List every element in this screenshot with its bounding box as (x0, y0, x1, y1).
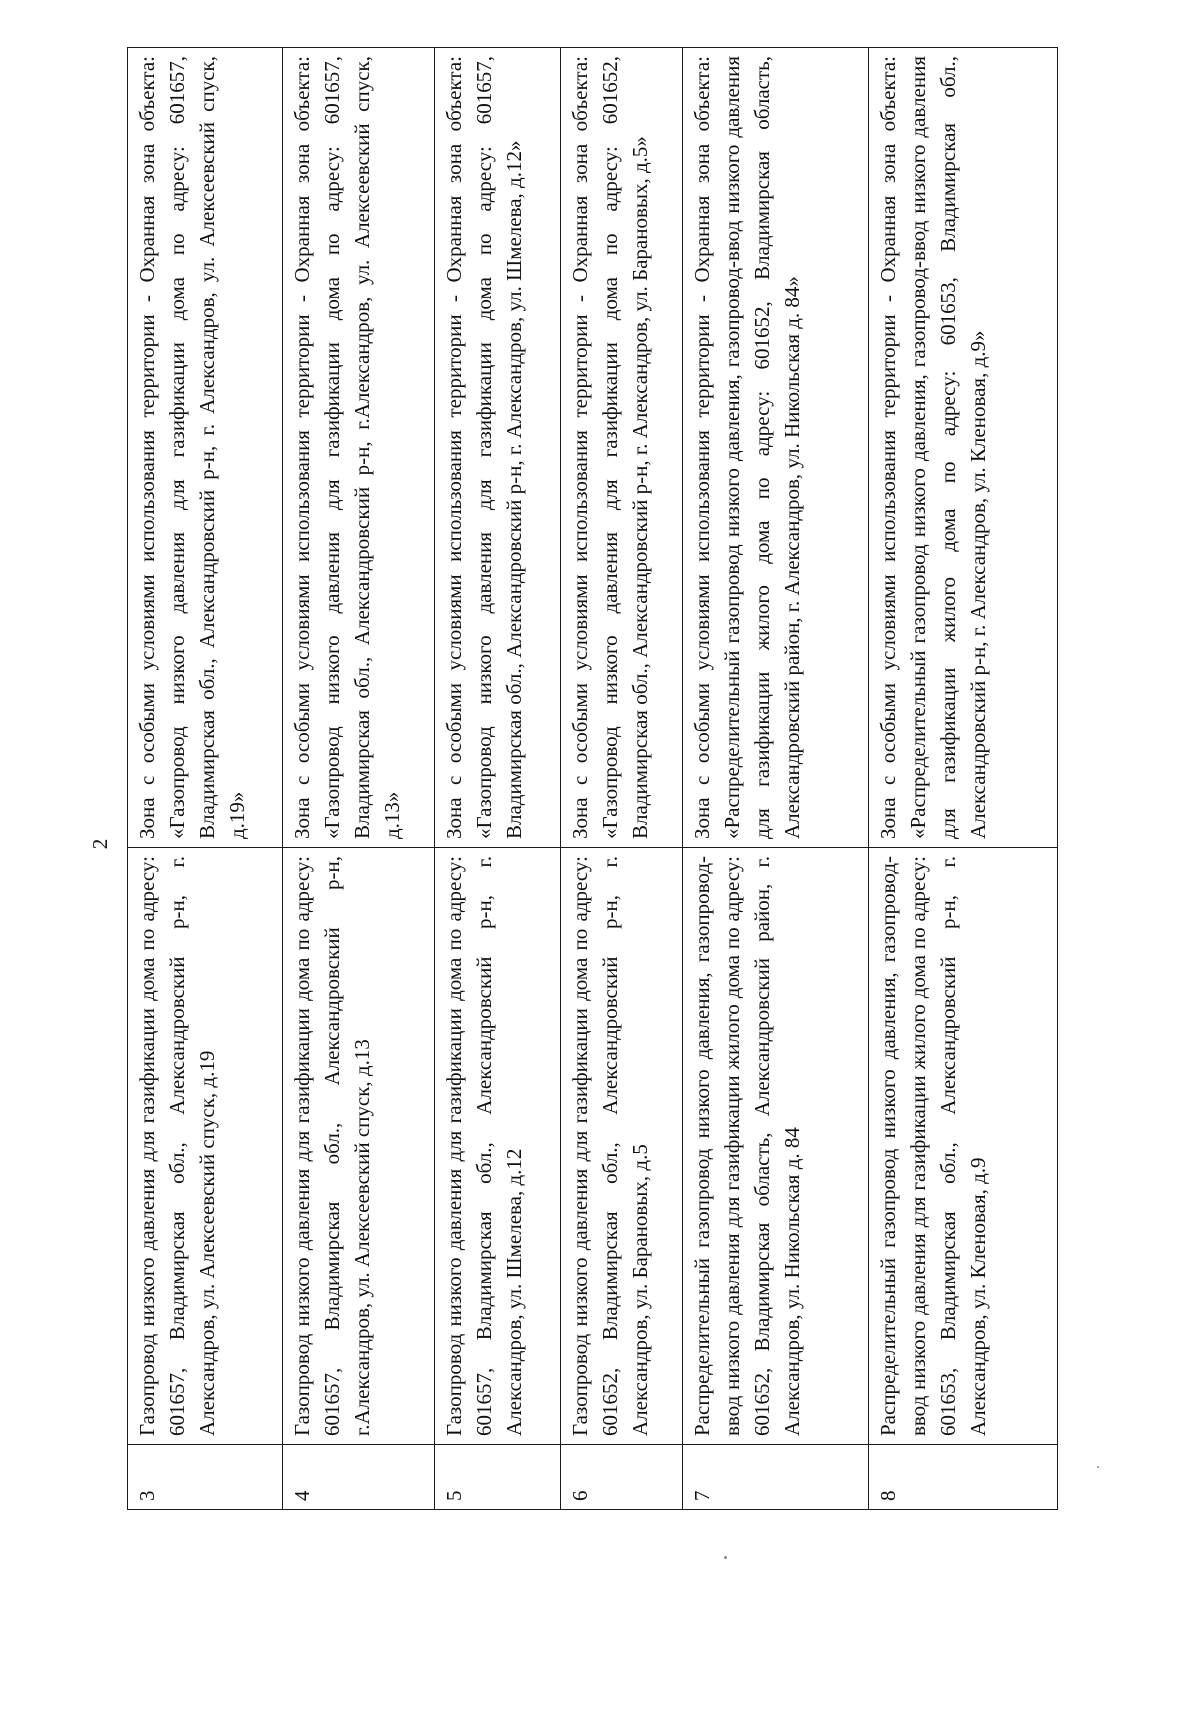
object-name-cell: Распределительный газопровод низкого давления, газопровод-ввод низкого давления для газификации жилого дома по адресу: 601653, Владимирская обл., Александровский р-н, г. Александров, ул. Кленовая, д.9 (869, 848, 1058, 1445)
row-number-cell: 6 (561, 1445, 683, 1510)
row-number-cell: 7 (683, 1445, 869, 1510)
object-name-cell: Распределительный газопровод низкого давления, газопровод-ввод низкого давления для газификации жилого дома по адресу: 601652, Владимирская область, Александровский район, г. Александров, ул. Никольская д. 84 (683, 848, 869, 1445)
protection-zone-cell: Зона с особыми условиями использования территории - Охранная зона объекта: «Распределительный газопровод низкого давления, газопровод-ввод низкого давления для газификации жилого дома по адресу: 601652, Владимирская область, Александровский район, г. Александров, ул. Никольская д. 84» (683, 48, 869, 848)
page-number: 2 (88, 838, 112, 850)
object-name-cell: Газопровод низкого давления для газификации дома по адресу: 601657, Владимирская обл., Александровский р-н, г. Александров, ул. Шмелева, д.12 (435, 848, 561, 1445)
row-number-cell: 8 (869, 1445, 1058, 1510)
object-name-cell: Газопровод низкого давления для газификации дома по адресу: 601657, Владимирская обл., Александровский р-н, г.Александров, ул. Алексеевский спуск, д.13 (283, 848, 435, 1445)
row-number-cell: 5 (435, 1445, 561, 1510)
object-name-cell: Газопровод низкого давления для газификации дома по адресу: 601657, Владимирская обл., Александровский р-н, г. Александров, ул. Алексеевский спуск, д.19 (128, 848, 283, 1445)
row-number-cell: 4 (283, 1445, 435, 1510)
gas-pipeline-zones-table (127, 47, 1058, 1510)
protection-zone-cell: Зона с особыми условиями использования территории - Охранная зона объекта: «Газопровод низкого давления для газификации дома по адресу: 601657, Владимирская обл., Александровский р-н, г. Александров, ул. Шмелева, д.12» (435, 48, 561, 848)
table-row (435, 48, 561, 1510)
table-row (128, 48, 283, 1510)
protection-zone-cell: Зона с особыми условиями использования территории - Охранная зона объекта: «Газопровод низкого давления для газификации дома по адресу: 601657, Владимирская обл., Александровский р-н, г. Александров, ул. Алексеевский спуск, д.19» (128, 48, 283, 848)
row-number-cell: 3 (128, 1445, 283, 1510)
object-name-cell: Газопровод низкого давления для газификации дома по адресу: 601652, Владимирская обл., Александровский р-н, г. Александров, ул. Барановых, д.5 (561, 848, 683, 1445)
rotated-table-container (127, 47, 1057, 1510)
protection-zone-cell: Зона с особыми условиями использования территории - Охранная зона объекта: «Газопровод низкого давления для газификации дома по адресу: 601652, Владимирская обл., Александровский р-н, г. Александров, ул. Барановых, д.5» (561, 48, 683, 848)
scan-speck (724, 1556, 727, 1559)
protection-zone-cell: Зона с особыми условиями использования территории - Охранная зона объекта: «Распределительный газопровод низкого давления, газопровод-ввод низкого давления для газификации жилого дома по адресу: 601653, Владимирская обл., Александровский р-н, г. Александров, ул. Кленовая, д.9» (869, 48, 1058, 848)
table-row (869, 48, 1058, 1510)
table-row (283, 48, 435, 1510)
protection-zone-cell: Зона с особыми условиями использования территории - Охранная зона объекта: «Газопровод низкого давления для газификации дома по адресу: 601657, Владимирская обл., Александровский р-н, г.Александров, ул. Алексеевский спуск, д.13» (283, 48, 435, 848)
table-row (561, 48, 683, 1510)
table-row (683, 48, 869, 1510)
scan-speck (1097, 1466, 1099, 1468)
